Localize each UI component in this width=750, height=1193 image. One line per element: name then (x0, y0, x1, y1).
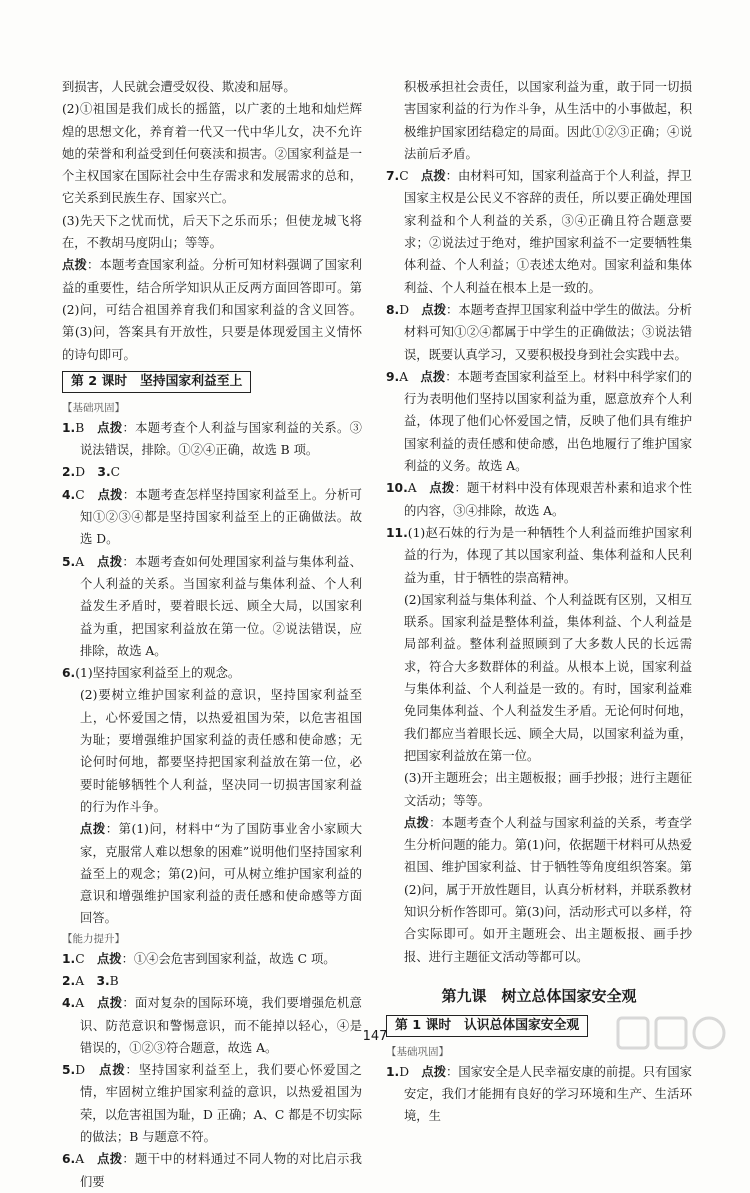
item-number: 6. (62, 666, 76, 681)
item-answer: C (75, 951, 85, 966)
hint-text: ：本题考查捍卫国家利益中学生的做法。分析材料可知①②④都属于中学生的正确做法；③说法错误，既要认真学习，又要积极投身到社会实践中去。 (404, 302, 692, 362)
answer-text: (1)赵石妹的行为是一种牺牲个人利益而维护国家利益的行为，体现了其以国家利益、集体利益和人民利益为重，甘于牺牲的崇高精神。 (404, 525, 692, 585)
hint-label: 点拨 (97, 419, 123, 435)
paragraph: (3)先天下之忧而忧，后天下之乐而乐；但使龙城飞将在，不教胡马度阴山；等等。 (62, 213, 362, 251)
answer-text: (2)国家利益与集体利益、个人利益既有区别，又相互联系。国家利益是整体利益，集体利益、个人利益是局部利益。整体利益照顾到了大多数人民的长远需求，符合大多数群体的利益。从根本上说，国家利益与集体利益、个人利益是一致的。有时，国家利益难免同集体利益、个人利益发生矛盾。无论何时何地，我们都应当着眼长远、顾全大局，以国家利益为重，把国家利益放在第一位。 (404, 592, 692, 763)
hint-label: 点拨 (80, 821, 106, 837)
hint-label: 点拨 (97, 1151, 123, 1167)
item-answer: A (75, 996, 85, 1011)
item-answer: D (399, 302, 410, 317)
item-answer: A (399, 369, 409, 384)
hint-text: ：本题考查个人利益与国家利益的关系。③说法错误，排除。①②④正确，故选 B 项。 (80, 420, 362, 458)
item-number: 2. (62, 973, 76, 988)
hint-text: ：本题考查怎样坚持国家利益至上。分析可知①②③④都是坚持国家利益至上的正确做法。故选 D。 (80, 487, 362, 547)
answer-item (62, 662, 362, 684)
item-answer: A (407, 481, 417, 496)
section-tag: 【基础巩固】 (62, 401, 125, 414)
item-number: 4. (62, 487, 76, 502)
left-column (62, 76, 362, 1193)
paragraph (62, 254, 362, 365)
answer-text: (1)坚持国家利益至上的观念。 (75, 666, 241, 681)
item-answer: B (109, 973, 119, 988)
item-answer: D (399, 1064, 410, 1079)
hint-label: 点拨 (421, 168, 446, 184)
hint-text: ：本题考查国家利益。分析可知材料强调了国家利益的重要性，结合所学知识从正反两方面回答即可。第(2)问，可结合祖国养育我们和国家利益的含义回答。第(3)问，答案具有开放性，只要是体现爱国主义情怀的诗句即可。 (62, 258, 362, 362)
hint-label: 点拨 (97, 995, 123, 1011)
item-answer: C (110, 465, 121, 480)
answer-item (62, 948, 362, 970)
item-number: 9. (386, 369, 400, 384)
hint-label: 点拨 (421, 301, 447, 317)
item-number: 1. (62, 420, 76, 435)
hint-text: ：本题考查个人利益与国家利益的关系，考查学生分析问题的能力。第(1)问，依据题干材料可从热爱祖国、维护国家利益、甘于牺牲等角度组织答案。第(2)问，属于开放性题目，认真分析材料，并联系教材知识分析作答即可。第(3)问，活动形式可以多样，符合实际即可。如开主题班会、出主题板报、画手抄报、进行主题征文活动等都可以。 (404, 815, 692, 964)
answer-item (386, 366, 692, 477)
item-number: 3. (97, 465, 111, 480)
hint-label: 点拨 (62, 257, 88, 273)
item-number: 2. (62, 465, 76, 480)
hint-label: 点拨 (429, 480, 455, 496)
item-number: 5. (62, 554, 76, 569)
item-number: 6. (62, 1152, 76, 1167)
hint-text: ：第(1)问，材料中“为了国防事业舍小家顾大家，克服常人难以想象的困难”说明他们坚持国家利益至上的观念；第(2)问，可从树立维护国家利益的意识和增强维护国家利益的责任感和使命感等方面回答。 (80, 822, 362, 926)
watermark-logo-icon (612, 1012, 736, 1084)
section-title-text: 第 2 课时 坚持国家利益至上 (62, 371, 251, 393)
hint-text: ：国家安全是人民幸福安康的前提。只有国家安定，我们才能拥有良好的学习环境和生产、生活环境，生 (404, 1064, 692, 1124)
item-number: 3. (96, 973, 110, 988)
answer-item (62, 461, 362, 483)
item-answer: A (75, 973, 85, 988)
paragraph: (2)①祖国是我们成长的摇篮，以广袤的土地和灿烂辉煌的思想文化，养育着一代又一代中华儿女，决不允许她的荣誉和利益受到任何亵渎和损害。②国家利益是一个主权国家在国际社会中生存需求和发展需求的总和，它关系到民族生存、国家兴亡。 (62, 102, 362, 206)
item-number: 11. (386, 525, 408, 540)
answer-item (62, 551, 362, 662)
hint-label: 点拨 (99, 1062, 126, 1078)
answer-item (62, 992, 362, 1059)
section-title-text: 第 1 课时 认识总体国家安全观 (386, 1015, 588, 1037)
item-answer: D (75, 1063, 86, 1078)
section-title (62, 370, 362, 393)
item-number: 7. (386, 169, 400, 184)
answer-text (386, 812, 692, 968)
hint-text: ：题干中的材料通过不同人物的对比启示我们要 (80, 1152, 362, 1189)
item-answer: B (75, 420, 85, 435)
item-answer: D (75, 465, 86, 480)
answer-item (386, 522, 692, 589)
hint-text: ：①④会危害到国家利益，故选 C 项。 (121, 951, 336, 966)
item-number: 10. (386, 481, 408, 496)
item-answer: C (75, 487, 85, 502)
hint-text: ：本题考查如何处理国家利益与集体利益、个人利益的关系。当国家利益与集体利益、个人利益发生矛盾时，要着眼长远、顾全大局，以国家利益为重，把国家利益放在第一位。②说法错误，应排除，故选 A。 (80, 554, 362, 658)
hint-text: ：题干材料中没有体现艰苦朴素和追求个性的内容，③④排除，故选 A。 (404, 481, 692, 518)
section-tag: 【基础巩固】 (386, 1045, 449, 1058)
paragraph: 到损害，人民就会遭受奴役、欺凌和屈辱。 (62, 80, 296, 94)
answer-item (62, 417, 362, 462)
answer-text (62, 818, 362, 929)
hint-text: ：面对复杂的国际环境，我们要增强危机意识、防范意识和警惕意识，而不能掉以轻心，④是错误的，①②③符合题意，故选 A。 (80, 996, 362, 1055)
hint-label: 点拨 (96, 950, 122, 966)
answer-item (62, 970, 362, 992)
answer-text: (2)要树立维护国家利益的意识，坚持国家利益至上，心怀爱国之情，以热爱祖国为荣，以危害祖国为耻；要增强维护国家利益的责任感和使命感；无论何时何地，都要坚持把国家利益放在第一位，必要时能够牺牲个人利益，坚决同一切损害国家利益的行为作斗争。 (80, 688, 362, 814)
hint-text: ：坚持国家利益至上，我们要心怀爱国之情，牢固树立维护国家利益的意识，以热爱祖国为荣，以危害祖国为耻，D 正确；A、C 都是不切实际的做法；B 与题意不符。 (80, 1063, 362, 1145)
item-number: 1. (62, 951, 76, 966)
answer-item (62, 1059, 362, 1148)
answer-item (62, 1148, 362, 1193)
page-number: 147 (362, 1029, 388, 1044)
item-number: 8. (386, 302, 400, 317)
right-column (386, 76, 692, 1128)
item-answer: A (75, 1152, 85, 1167)
hint-text: ：本题考查国家利益至上。材料中科学家们的行为表明他们坚持以国家利益为重，愿意放弃个人利益，体现了他们心怀爱国之情，反映了他们具有维护国家利益的责任感和使命感，出色地履行了维护国家利益的义务。故选 A。 (404, 369, 692, 474)
answer-item (386, 299, 692, 366)
hint-text: ：由材料可知，国家利益高于个人利益，捍卫国家主权是公民义不容辞的责任，所以要正确处理国家利益和个人利益的关系，③④正确且符合题意要求；②说法过于绝对，维护国家利益不一定要牺牲集体利益、个人利益；①表述太绝对。国家利益和集体利益、个人利益在根本上是一致的。 (404, 169, 692, 295)
item-number: 1. (386, 1064, 400, 1079)
item-answer: C (399, 169, 409, 184)
item-answer: A (75, 554, 85, 569)
paragraph: 积极承担社会责任，以国家利益为重，敢于同一切损害国家利益的行为作斗争，从生活中的小事做起，积极维护国家团结稳定的局面。因此①②③正确；④说法前后矛盾。 (404, 80, 692, 161)
hint-label: 点拨 (97, 486, 123, 502)
chapter-title: 第九课 树立总体国家安全观 (441, 986, 637, 1005)
hint-label: 点拨 (97, 553, 123, 569)
item-number: 4. (62, 996, 76, 1011)
answer-item (62, 484, 362, 551)
answer-item (386, 477, 692, 522)
item-number: 5. (62, 1063, 76, 1078)
hint-label: 点拨 (404, 814, 430, 830)
section-tag: 【能力提升】 (62, 932, 125, 945)
hint-label: 点拨 (420, 368, 446, 384)
answer-text: (3)开主题班会；出主题板报；画手抄报；进行主题征文活动；等等。 (404, 771, 692, 808)
hint-label: 点拨 (421, 1063, 447, 1079)
answer-item (386, 165, 692, 299)
